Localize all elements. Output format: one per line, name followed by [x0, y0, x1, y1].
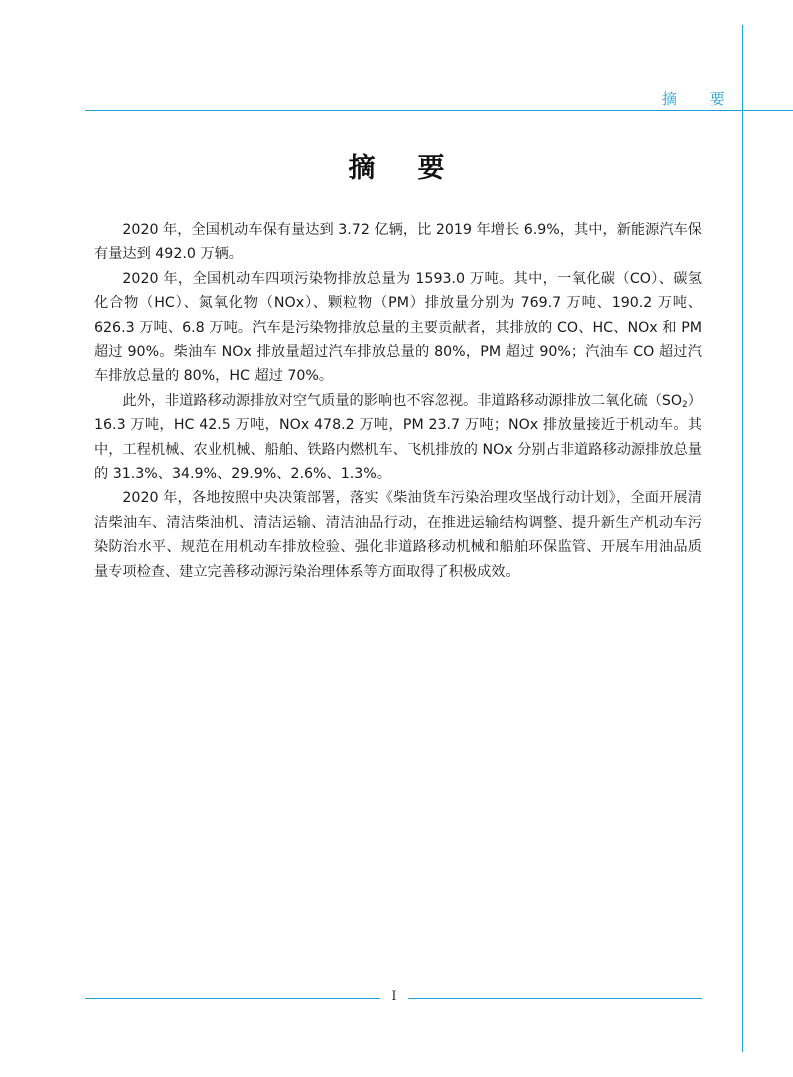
running-header: 摘 要	[662, 90, 739, 108]
paragraph-non-road-text-2: ）16.3 万吨，HC 42.5 万吨，NOx 478.2 万吨，PM 23.7 万吨；NOx 排放量接近于机动车。其中，工程机械、农业机械、船舶、铁路内燃机车、飞机排放的 NOx 分别占非道路移动源排放总量的 31.3%、34.9%、29.9%、2.6%、1.3%。	[94, 392, 702, 483]
so2-subscript: 2	[682, 399, 688, 410]
paragraph-non-road-text-1: 此外，非道路移动源排放对空气质量的影响也不容忽视。非道路移动源排放二氧化硫（SO	[122, 392, 683, 409]
abstract-body	[94, 218, 702, 584]
header-rule	[85, 110, 793, 111]
paragraph-policy-measures: 2020 年，各地按照中央决策部署，落实《柴油货车污染治理攻坚战行动计划》，全面开展清洁柴油车、清洁柴油机、清洁运输、清洁油品行动，在推进运输结构调整、提升新生产机动车污染防治水平、规范在用机动车排放检验、强化非道路移动机械和船舶环保监管、开展车用油品质量专项检查、建立完善移动源污染治理体系等方面取得了积极成效。	[94, 490, 702, 580]
paragraph-vehicle-emissions: 2020 年，全国机动车四项污染物排放总量为 1593.0 万吨。其中，一氧化碳（CO）、碳氢化合物（HC）、氮氧化物（NOx）、颗粒物（PM）排放量分别为 769.7 万吨、190.2 万吨、626.3 万吨、6.8 万吨。汽车是污染物排放总量的主要贡献者，其排放的 CO、HC、NOx 和 PM 超过 90%。柴油车 NOx 排放量超过汽车排放总量的 80%，PM 超过 90%；汽油车 CO 超过汽车排放总量的 80%，HC 超过 70%。	[94, 270, 702, 385]
paragraph-vehicle-ownership: 2020 年，全国机动车保有量达到 3.72 亿辆，比 2019 年增长 6.9%，其中，新能源汽车保有量达到 492.0 万辆。	[94, 222, 702, 263]
page-number: I	[391, 989, 397, 1004]
footer-rule-right	[408, 998, 702, 999]
page-title: 摘要	[348, 153, 487, 184]
paragraph-non-road-emissions	[94, 389, 702, 487]
footer-rule-left	[85, 998, 380, 999]
